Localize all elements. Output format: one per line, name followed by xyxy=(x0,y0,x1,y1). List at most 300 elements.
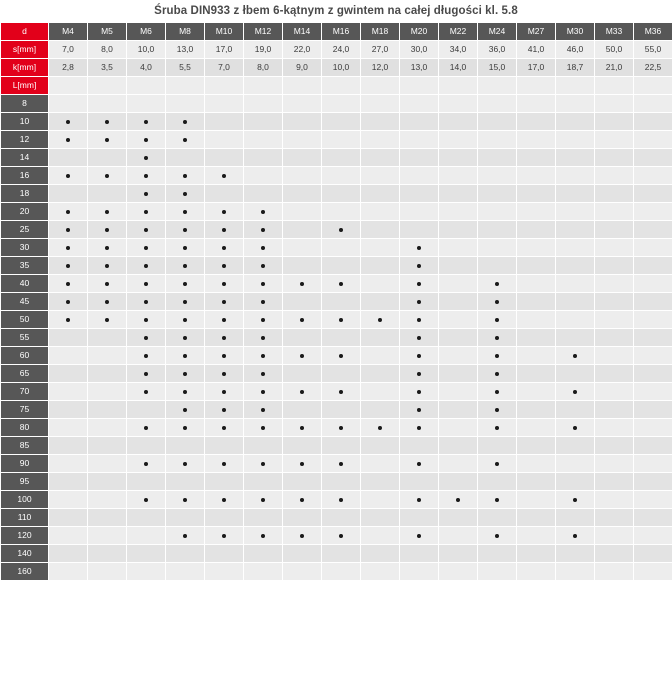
column-header-m27: M27 xyxy=(517,23,556,41)
availability-empty-cell xyxy=(595,419,634,437)
availability-empty-cell xyxy=(478,509,517,527)
availability-empty-cell xyxy=(595,257,634,275)
blank-icon xyxy=(300,174,304,178)
availability-empty-cell xyxy=(478,473,517,491)
availability-empty-cell xyxy=(478,545,517,563)
blank-icon xyxy=(651,300,655,304)
dot-icon xyxy=(261,336,265,340)
blank-icon xyxy=(417,138,421,142)
dot-icon xyxy=(300,498,304,502)
availability-empty-cell xyxy=(244,545,283,563)
blank-icon xyxy=(183,444,187,448)
availability-empty-cell xyxy=(322,473,361,491)
availability-dot-cell xyxy=(400,311,439,329)
blank-icon xyxy=(495,192,499,196)
availability-dot-cell xyxy=(283,311,322,329)
availability-empty-cell xyxy=(361,383,400,401)
availability-empty-cell xyxy=(517,437,556,455)
availability-empty-cell xyxy=(127,545,166,563)
availability-empty-cell xyxy=(634,509,672,527)
availability-empty-cell xyxy=(478,167,517,185)
dot-icon xyxy=(573,390,577,394)
dot-icon xyxy=(495,300,499,304)
availability-empty-cell xyxy=(283,473,322,491)
dot-icon xyxy=(339,534,343,538)
blank-icon xyxy=(651,138,655,142)
blank-icon xyxy=(534,318,538,322)
availability-empty-cell xyxy=(361,185,400,203)
availability-empty-cell xyxy=(49,527,88,545)
availability-empty-cell xyxy=(595,527,634,545)
availability-empty-cell xyxy=(283,149,322,167)
dot-icon xyxy=(144,462,148,466)
availability-dot-cell xyxy=(205,347,244,365)
availability-empty-cell xyxy=(49,545,88,563)
table-row xyxy=(1,545,672,563)
length-row-label: 30 xyxy=(1,239,49,257)
dot-icon xyxy=(105,282,109,286)
availability-dot-cell xyxy=(244,401,283,419)
column-header-m6: M6 xyxy=(127,23,166,41)
availability-empty-cell xyxy=(517,95,556,113)
blank-icon xyxy=(612,318,616,322)
availability-empty-cell xyxy=(205,473,244,491)
availability-empty-cell xyxy=(439,95,478,113)
dot-icon xyxy=(144,138,148,142)
table-row xyxy=(1,167,672,185)
dot-icon xyxy=(417,282,421,286)
blank-icon xyxy=(534,462,538,466)
availability-empty-cell xyxy=(88,455,127,473)
blank-icon xyxy=(651,354,655,358)
blank-icon xyxy=(105,462,109,466)
availability-empty-cell xyxy=(166,563,205,581)
availability-dot-cell xyxy=(244,419,283,437)
availability-dot-cell xyxy=(49,113,88,131)
dot-icon xyxy=(144,354,148,358)
availability-empty-cell xyxy=(361,347,400,365)
blank-icon xyxy=(300,552,304,556)
availability-empty-cell xyxy=(556,329,595,347)
length-row-label: 16 xyxy=(1,167,49,185)
blank-icon xyxy=(612,174,616,178)
dot-icon xyxy=(261,282,265,286)
availability-empty-cell xyxy=(517,401,556,419)
availability-empty-cell xyxy=(595,437,634,455)
blank-icon xyxy=(573,444,577,448)
dot-icon xyxy=(417,264,421,268)
availability-dot-cell xyxy=(244,329,283,347)
column-header-m10: M10 xyxy=(205,23,244,41)
availability-empty-cell xyxy=(634,347,672,365)
dot-icon xyxy=(222,210,226,214)
dot-icon xyxy=(183,408,187,412)
availability-empty-cell xyxy=(400,131,439,149)
spec-row-label: k[mm] xyxy=(1,59,49,77)
length-header-spacer xyxy=(283,77,322,95)
availability-dot-cell xyxy=(166,257,205,275)
availability-empty-cell xyxy=(556,311,595,329)
blank-icon xyxy=(261,444,265,448)
dot-icon xyxy=(222,264,226,268)
availability-empty-cell xyxy=(244,563,283,581)
blank-icon xyxy=(66,534,70,538)
availability-empty-cell xyxy=(283,563,322,581)
table-row xyxy=(1,131,672,149)
availability-empty-cell xyxy=(634,527,672,545)
dot-icon xyxy=(222,390,226,394)
dot-icon xyxy=(339,390,343,394)
column-header-m36: M36 xyxy=(634,23,672,41)
blank-icon xyxy=(66,372,70,376)
length-row-label: 8 xyxy=(1,95,49,113)
blank-icon xyxy=(651,210,655,214)
length-header-spacer xyxy=(127,77,166,95)
spec-cell: 55,0 xyxy=(634,41,672,59)
blank-icon xyxy=(339,156,343,160)
availability-dot-cell xyxy=(400,293,439,311)
availability-empty-cell xyxy=(322,257,361,275)
availability-empty-cell xyxy=(517,311,556,329)
availability-dot-cell xyxy=(244,239,283,257)
availability-dot-cell xyxy=(166,329,205,347)
spec-cell: 10,0 xyxy=(322,59,361,77)
spec-cell: 9,0 xyxy=(283,59,322,77)
dot-icon xyxy=(66,174,70,178)
table-row xyxy=(1,293,672,311)
blank-icon xyxy=(222,516,226,520)
dot-icon xyxy=(105,318,109,322)
blank-icon xyxy=(456,156,460,160)
availability-empty-cell xyxy=(49,185,88,203)
availability-empty-cell xyxy=(283,131,322,149)
blank-icon xyxy=(66,498,70,502)
spec-cell: 41,0 xyxy=(517,41,556,59)
blank-icon xyxy=(651,462,655,466)
availability-empty-cell xyxy=(88,491,127,509)
availability-dot-cell xyxy=(283,455,322,473)
availability-dot-cell xyxy=(205,311,244,329)
availability-dot-cell xyxy=(88,221,127,239)
availability-empty-cell xyxy=(283,437,322,455)
length-header-spacer xyxy=(361,77,400,95)
availability-empty-cell xyxy=(283,185,322,203)
dot-icon xyxy=(183,192,187,196)
length-header-row xyxy=(1,77,672,95)
dot-icon xyxy=(261,426,265,430)
availability-empty-cell xyxy=(517,509,556,527)
availability-empty-cell xyxy=(595,131,634,149)
blank-icon xyxy=(651,408,655,412)
dot-icon xyxy=(183,174,187,178)
length-row-label: 35 xyxy=(1,257,49,275)
availability-empty-cell xyxy=(244,473,283,491)
blank-icon xyxy=(612,282,616,286)
length-row-label: 40 xyxy=(1,275,49,293)
availability-empty-cell xyxy=(595,545,634,563)
availability-dot-cell xyxy=(166,527,205,545)
availability-dot-cell xyxy=(244,203,283,221)
availability-empty-cell xyxy=(439,365,478,383)
availability-dot-cell xyxy=(127,185,166,203)
blank-icon xyxy=(456,534,460,538)
blank-icon xyxy=(105,102,109,106)
availability-dot-cell xyxy=(49,167,88,185)
availability-empty-cell xyxy=(322,401,361,419)
availability-dot-cell xyxy=(166,419,205,437)
availability-empty-cell xyxy=(361,401,400,419)
dot-icon xyxy=(105,138,109,142)
length-header-spacer xyxy=(322,77,361,95)
blank-icon xyxy=(66,390,70,394)
blank-icon xyxy=(456,138,460,142)
blank-icon xyxy=(495,174,499,178)
availability-empty-cell xyxy=(439,437,478,455)
availability-empty-cell xyxy=(283,545,322,563)
blank-icon xyxy=(222,444,226,448)
length-row-label: 120 xyxy=(1,527,49,545)
blank-icon xyxy=(534,426,538,430)
blank-icon xyxy=(534,264,538,268)
blank-icon xyxy=(261,552,265,556)
availability-empty-cell xyxy=(361,563,400,581)
dot-icon xyxy=(144,426,148,430)
blank-icon xyxy=(456,426,460,430)
dot-icon xyxy=(183,120,187,124)
availability-dot-cell xyxy=(205,239,244,257)
availability-empty-cell xyxy=(439,563,478,581)
availability-empty-cell xyxy=(283,401,322,419)
length-header-spacer xyxy=(439,77,478,95)
blank-icon xyxy=(534,120,538,124)
blank-icon xyxy=(222,480,226,484)
blank-icon xyxy=(612,210,616,214)
blank-icon xyxy=(417,192,421,196)
availability-dot-cell xyxy=(478,455,517,473)
blank-icon xyxy=(573,408,577,412)
blank-icon xyxy=(144,480,148,484)
blank-icon xyxy=(378,228,382,232)
table-row xyxy=(1,275,672,293)
availability-empty-cell xyxy=(127,563,166,581)
blank-icon xyxy=(339,570,343,574)
dot-icon xyxy=(105,264,109,268)
blank-icon xyxy=(144,516,148,520)
availability-empty-cell xyxy=(361,365,400,383)
availability-empty-cell xyxy=(478,149,517,167)
dot-icon xyxy=(300,318,304,322)
availability-empty-cell xyxy=(634,437,672,455)
column-header-m22: M22 xyxy=(439,23,478,41)
blank-icon xyxy=(573,264,577,268)
availability-empty-cell xyxy=(595,95,634,113)
availability-empty-cell xyxy=(517,239,556,257)
blank-icon xyxy=(417,174,421,178)
availability-dot-cell xyxy=(166,455,205,473)
blank-icon xyxy=(573,192,577,196)
blank-icon xyxy=(66,408,70,412)
blank-icon xyxy=(534,246,538,250)
availability-empty-cell xyxy=(283,509,322,527)
dot-icon xyxy=(417,318,421,322)
availability-dot-cell xyxy=(49,239,88,257)
availability-empty-cell xyxy=(400,221,439,239)
availability-empty-cell xyxy=(634,275,672,293)
availability-dot-cell xyxy=(166,347,205,365)
blank-icon xyxy=(495,516,499,520)
blank-icon xyxy=(183,570,187,574)
blank-icon xyxy=(495,210,499,214)
blank-icon xyxy=(612,480,616,484)
blank-icon xyxy=(300,120,304,124)
length-row-label: 85 xyxy=(1,437,49,455)
dot-icon xyxy=(573,426,577,430)
availability-empty-cell xyxy=(322,545,361,563)
availability-dot-cell xyxy=(400,527,439,545)
blank-icon xyxy=(456,102,460,106)
dot-icon xyxy=(495,462,499,466)
availability-empty-cell xyxy=(478,563,517,581)
blank-icon xyxy=(66,192,70,196)
availability-empty-cell xyxy=(127,509,166,527)
blank-icon xyxy=(66,156,70,160)
availability-empty-cell xyxy=(595,293,634,311)
blank-icon xyxy=(573,282,577,286)
availability-dot-cell xyxy=(166,131,205,149)
blank-icon xyxy=(495,120,499,124)
availability-empty-cell xyxy=(88,149,127,167)
availability-dot-cell xyxy=(127,347,166,365)
availability-empty-cell xyxy=(556,293,595,311)
availability-empty-cell xyxy=(49,95,88,113)
length-header-label: L[mm] xyxy=(1,77,49,95)
blank-icon xyxy=(66,444,70,448)
availability-empty-cell xyxy=(556,455,595,473)
dot-icon xyxy=(105,120,109,124)
availability-dot-cell xyxy=(88,293,127,311)
length-row-label: 25 xyxy=(1,221,49,239)
blank-icon xyxy=(66,570,70,574)
availability-empty-cell xyxy=(49,419,88,437)
dot-icon xyxy=(339,228,343,232)
dot-icon xyxy=(183,228,187,232)
availability-empty-cell xyxy=(322,239,361,257)
blank-icon xyxy=(378,120,382,124)
blank-icon xyxy=(456,552,460,556)
availability-empty-cell xyxy=(517,167,556,185)
blank-icon xyxy=(300,156,304,160)
availability-empty-cell xyxy=(517,257,556,275)
blank-icon xyxy=(105,426,109,430)
page-title-bar xyxy=(0,0,672,22)
spec-cell: 15,0 xyxy=(478,59,517,77)
availability-empty-cell xyxy=(49,347,88,365)
dot-icon xyxy=(183,354,187,358)
table-row xyxy=(1,491,672,509)
blank-icon xyxy=(66,516,70,520)
dot-icon xyxy=(222,300,226,304)
blank-icon xyxy=(378,480,382,484)
availability-dot-cell xyxy=(127,455,166,473)
availability-empty-cell xyxy=(634,491,672,509)
availability-dot-cell xyxy=(556,347,595,365)
availability-dot-cell xyxy=(127,203,166,221)
blank-icon xyxy=(612,192,616,196)
availability-dot-cell xyxy=(127,383,166,401)
availability-empty-cell xyxy=(517,455,556,473)
blank-icon xyxy=(300,336,304,340)
length-row-label: 140 xyxy=(1,545,49,563)
blank-icon xyxy=(651,570,655,574)
blank-icon xyxy=(105,192,109,196)
availability-empty-cell xyxy=(439,239,478,257)
dot-icon xyxy=(144,282,148,286)
blank-icon xyxy=(417,228,421,232)
availability-empty-cell xyxy=(439,113,478,131)
availability-empty-cell xyxy=(49,365,88,383)
dot-icon xyxy=(144,372,148,376)
blank-icon xyxy=(105,390,109,394)
dot-icon xyxy=(261,372,265,376)
availability-empty-cell xyxy=(49,473,88,491)
availability-dot-cell xyxy=(205,383,244,401)
blank-icon xyxy=(573,174,577,178)
availability-empty-cell xyxy=(49,383,88,401)
blank-icon xyxy=(612,498,616,502)
blank-icon xyxy=(261,120,265,124)
blank-icon xyxy=(456,480,460,484)
blank-icon xyxy=(261,570,265,574)
availability-dot-cell xyxy=(322,455,361,473)
blank-icon xyxy=(339,444,343,448)
availability-empty-cell xyxy=(322,95,361,113)
availability-dot-cell xyxy=(127,311,166,329)
dot-icon xyxy=(495,390,499,394)
availability-empty-cell xyxy=(595,167,634,185)
availability-empty-cell xyxy=(439,383,478,401)
availability-empty-cell xyxy=(517,131,556,149)
availability-empty-cell xyxy=(595,491,634,509)
availability-dot-cell xyxy=(88,257,127,275)
length-row-label: 100 xyxy=(1,491,49,509)
blank-icon xyxy=(534,192,538,196)
availability-empty-cell xyxy=(205,437,244,455)
blank-icon xyxy=(534,210,538,214)
blank-icon xyxy=(612,390,616,394)
blank-icon xyxy=(105,480,109,484)
dot-icon xyxy=(144,156,148,160)
availability-empty-cell xyxy=(166,437,205,455)
blank-icon xyxy=(573,552,577,556)
availability-empty-cell xyxy=(322,365,361,383)
blank-icon xyxy=(378,516,382,520)
availability-empty-cell xyxy=(205,545,244,563)
availability-empty-cell xyxy=(595,509,634,527)
blank-icon xyxy=(495,552,499,556)
availability-empty-cell xyxy=(400,185,439,203)
availability-empty-cell xyxy=(127,527,166,545)
table-row xyxy=(1,185,672,203)
blank-icon xyxy=(378,372,382,376)
availability-empty-cell xyxy=(400,149,439,167)
blank-icon xyxy=(105,336,109,340)
availability-dot-cell xyxy=(127,113,166,131)
availability-dot-cell xyxy=(400,491,439,509)
blank-icon xyxy=(612,156,616,160)
availability-dot-cell xyxy=(127,419,166,437)
dot-icon xyxy=(261,228,265,232)
dot-icon xyxy=(222,426,226,430)
